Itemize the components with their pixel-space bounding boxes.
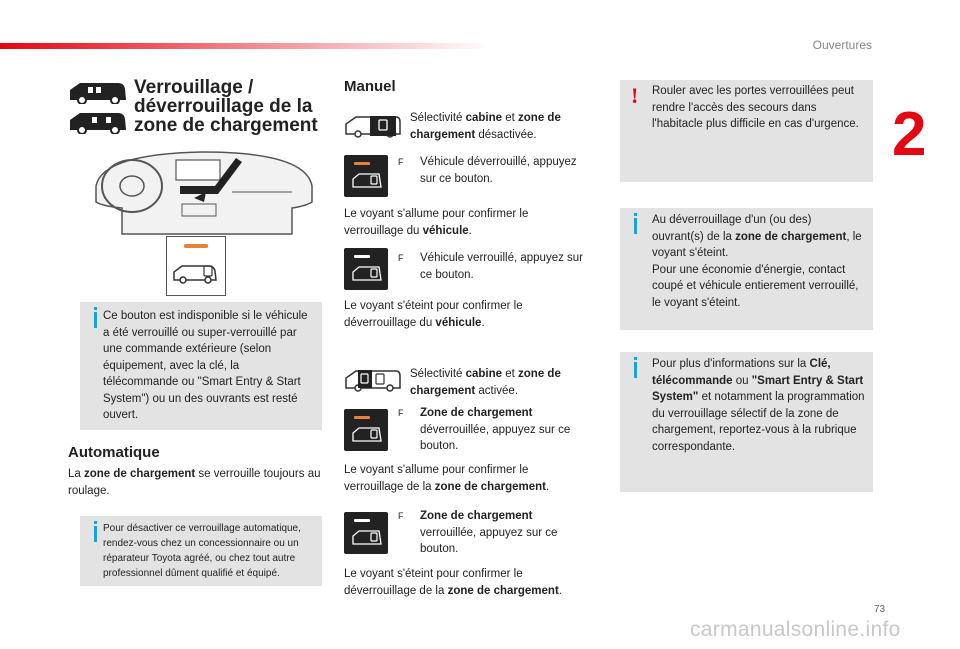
cargo-lock-button-led-on[interactable] bbox=[344, 409, 388, 451]
header-accent-bar bbox=[0, 43, 490, 49]
arrow-icon: F bbox=[398, 408, 404, 418]
van-unlock-icon bbox=[68, 80, 128, 104]
text-run: La bbox=[68, 468, 84, 480]
text-run: désactivée. bbox=[475, 128, 537, 141]
arrow-icon: F bbox=[398, 253, 404, 263]
text-run: verrouillée, appuyez sur ce bouton. bbox=[420, 526, 558, 555]
text-run: activée. bbox=[475, 384, 519, 397]
text-bold: cabine bbox=[465, 112, 503, 124]
text-bold: "Smart Entry & Start System" bbox=[652, 374, 864, 403]
warning-icon: ! bbox=[631, 83, 639, 108]
note-text: Ce bouton est indisponible si le véhicule a été verrouillé ou super-verrouillé par une commande extérieure (selon équipement, avec la clé, la télécommande ou "Smart Entry & Start System") ou un des ouvrants est resté ouvert. bbox=[103, 310, 308, 421]
info-icon bbox=[94, 312, 97, 328]
chapter-number: 2 bbox=[892, 100, 927, 169]
van-lock-icon bbox=[351, 528, 383, 548]
text-run: Le voyant s'allume pour confirmer le verrouillage du bbox=[344, 208, 529, 237]
text-run: et notamment la programmation du verrouillage sélectif de la zone de chargement, reportez-vous à la rubrique correspondante. bbox=[652, 391, 865, 453]
warning-note bbox=[620, 80, 873, 182]
info-note-led bbox=[620, 208, 873, 330]
step-text bbox=[420, 405, 588, 455]
step-text bbox=[420, 508, 588, 558]
text-bold: zone de chargement bbox=[410, 112, 561, 141]
text-run: , le voyant s'éteint. bbox=[652, 230, 862, 259]
van-selective-off-icon bbox=[344, 112, 402, 138]
lock-button-led-on[interactable] bbox=[344, 155, 388, 197]
selectivity-enabled-text bbox=[410, 366, 590, 399]
text-run: . bbox=[481, 316, 485, 329]
note-text: Pour désactiver ce verrouillage automatique, rendez-vous chez un concessionnaire ou un réparateur Toyota agréé, ou chez tout autre professionnel dûment qualifié et équipé. bbox=[103, 523, 301, 579]
text-run: Pour une économie d'énergie, contact coupé et véhicule entierement verrouillé, le voyant s'éteint. bbox=[652, 263, 859, 309]
text-bold: zone de chargement bbox=[447, 584, 559, 597]
text-bold: véhicule bbox=[435, 316, 482, 329]
text-run: Le voyant s'éteint pour confirmer le déverrouillage du bbox=[344, 300, 523, 329]
arrow-icon: F bbox=[398, 511, 404, 521]
text-run: se verrouille toujours au roulage. bbox=[68, 468, 321, 497]
van-selective-on-icon bbox=[344, 366, 402, 392]
text-bold: zone de chargement bbox=[735, 230, 847, 243]
result-3 bbox=[344, 462, 588, 495]
text-run: ou bbox=[732, 374, 752, 387]
step-text: Véhicule déverrouillé, appuyez sur ce bouton. bbox=[420, 156, 577, 185]
lock-button-led-off[interactable] bbox=[344, 248, 388, 290]
button-closeup-illustration bbox=[166, 236, 226, 296]
heading-manuel: Manuel bbox=[344, 78, 396, 95]
result-4 bbox=[344, 566, 588, 599]
van-lock-icon bbox=[351, 425, 383, 445]
title-line: zone de chargement bbox=[134, 115, 318, 136]
note-text: Rouler avec les portes verrouillées peut rendre l'accès des secours dans l'habitacle plus difficile en cas d'urgence. bbox=[652, 85, 859, 130]
text-bold: zone de chargement bbox=[410, 368, 561, 397]
text-run: Le voyant s'éteint pour confirmer le déverrouillage de la bbox=[344, 568, 523, 597]
text-run: . bbox=[468, 224, 472, 237]
section-name: Ouvertures bbox=[812, 38, 872, 52]
van-lock-icon bbox=[351, 264, 383, 284]
title-line: déverrouillage de la bbox=[134, 96, 313, 117]
step-text: Véhicule verrouillé, appuyez sur ce bouton. bbox=[420, 252, 584, 281]
text-run: déverrouillée, appuyez sur ce bouton. bbox=[420, 423, 571, 452]
dashboard-illustration bbox=[92, 146, 316, 236]
text-run: et bbox=[502, 368, 519, 380]
info-note-unavailable bbox=[80, 302, 322, 430]
selectivity-disabled-text bbox=[410, 110, 590, 143]
result-1 bbox=[344, 206, 584, 239]
note-text bbox=[652, 212, 866, 311]
led-indicator bbox=[354, 519, 370, 522]
led-indicator bbox=[354, 255, 370, 258]
info-note-automatique bbox=[80, 516, 322, 586]
page-title bbox=[134, 78, 334, 135]
page-number: 73 bbox=[874, 604, 886, 615]
text-bold: Zone de chargement bbox=[420, 510, 533, 522]
info-icon bbox=[94, 526, 97, 542]
info-icon bbox=[634, 362, 637, 378]
text-run: Pour plus d'informations sur la bbox=[652, 358, 810, 370]
watermark: carmanualsonline.info bbox=[690, 618, 901, 641]
note-text bbox=[652, 356, 868, 455]
van-lock-icon bbox=[351, 171, 383, 191]
text-run: Sélectivité bbox=[410, 368, 466, 380]
led-indicator bbox=[354, 162, 370, 165]
text-bold: Clé, télécommande bbox=[652, 358, 831, 387]
text-run: . bbox=[545, 480, 550, 493]
text-bold: Zone de chargement bbox=[420, 407, 533, 419]
text-run: Le voyant s'allume pour confirmer le verrouillage de la bbox=[344, 464, 529, 493]
info-note-references bbox=[620, 352, 873, 492]
arrow-icon: F bbox=[398, 157, 404, 167]
van-lock-icon bbox=[68, 110, 128, 134]
led-indicator bbox=[354, 416, 370, 419]
title-line: Verrouillage / bbox=[134, 77, 254, 98]
text-run: et bbox=[502, 112, 519, 124]
text-bold: zone de chargement bbox=[84, 468, 196, 480]
heading-automatique: Automatique bbox=[68, 444, 160, 461]
text-bold: véhicule bbox=[422, 224, 469, 237]
cargo-lock-button-led-off[interactable] bbox=[344, 512, 388, 554]
text-run: . bbox=[558, 584, 562, 597]
automatique-paragraph bbox=[68, 466, 322, 499]
result-2 bbox=[344, 298, 584, 331]
info-icon bbox=[634, 218, 637, 234]
text-run: Sélectivité bbox=[410, 112, 466, 124]
text-bold: zone de chargement bbox=[434, 480, 546, 493]
text-run: Au déverrouillage d'un (ou des) ouvrant(s) de la bbox=[652, 214, 812, 243]
text-bold: cabine bbox=[465, 368, 503, 380]
